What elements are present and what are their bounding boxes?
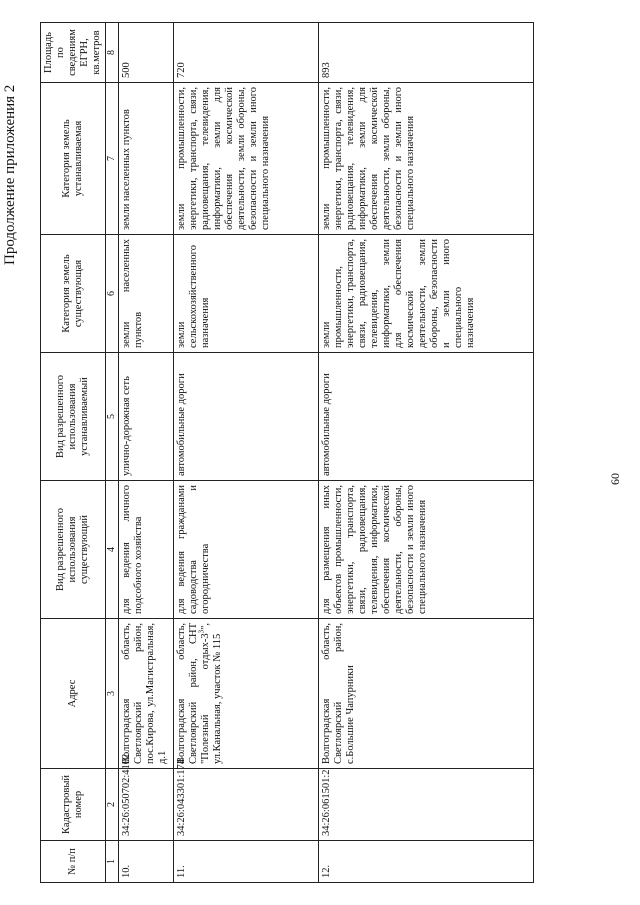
area: 500 — [119, 23, 174, 83]
category-existing: земли сельскохозяйственного назначения — [174, 235, 319, 353]
cadastral-number: 34:26:050702:4102 — [119, 769, 174, 841]
col-number: 7 — [106, 83, 119, 235]
page-number: 60 — [608, 473, 622, 485]
use-new: улично-дорожная сеть — [119, 353, 174, 481]
category-new: земли промышленности, энергетики, транспорта, связи, радиовещания, телевидения, информатики, земли для обеспечения космической деятельности, земли обороны, безопасности и земли иного специального назначения — [319, 83, 534, 235]
use-new: автомобильные дороги — [319, 353, 534, 481]
table-row — [119, 23, 174, 883]
address-superscript: 3 — [197, 629, 206, 634]
col-header-use-new: Вид разрешенного использования устанавливаемый — [41, 353, 106, 481]
col-number: 3 — [106, 619, 119, 769]
continuation-title: Продолжение приложения 2 — [2, 84, 18, 265]
table-row — [174, 23, 319, 883]
row-number: 11. — [174, 841, 319, 883]
use-existing: для размещения иных объектов промышленности, энергетики, транспорта, связи, радиовещания, телевидения, информатики, обеспечения космической деятельности, обороны, безопасности и земли иного специального назначения — [319, 481, 534, 619]
row-number: 10. — [119, 841, 174, 883]
address: Волгоградская область, Светлоярский район, пос.Кирова, ул.Магистральная, д.1 — [119, 619, 174, 769]
area: 720 — [174, 23, 319, 83]
category-new: земли промышленности, энергетики, транспорта, связи, радиовещания, телевидения, информатики, земли для обеспечения космической деятельности, земли обороны, безопасности и земли иного специального назначения — [174, 83, 319, 235]
category-new: земли населенных пунктов — [119, 83, 174, 235]
area: 893 — [319, 23, 534, 83]
col-number: 1 — [106, 841, 119, 883]
land-plots-table — [40, 22, 534, 883]
col-header-use-existing: Вид разрешенного использования существующий — [41, 481, 106, 619]
col-header-area: Площадь по сведениям ЕГРН, кв.метров — [41, 23, 106, 83]
col-number: 2 — [106, 769, 119, 841]
row-number: 12. — [319, 841, 534, 883]
column-number-row — [106, 23, 119, 883]
cadastral-number: 34:26:043301:174 — [174, 769, 319, 841]
use-existing: для ведения личного подсобного хозяйства — [119, 481, 174, 619]
cadastral-number: 34:26:061501:2 — [319, 769, 534, 841]
address-part: Волгоградская область, Светлоярский район, СНТ "Полезный отдых-3 — [176, 623, 211, 764]
col-header-cat-existing: Категория земель существующая — [41, 235, 106, 353]
use-existing: для ведения гражданами садоводства и огородничества — [174, 481, 319, 619]
use-new: автомобильные дороги — [174, 353, 319, 481]
col-header-address: Адрес — [41, 619, 106, 769]
category-existing: земли населенных пунктов — [119, 235, 174, 353]
address: Волгоградская область, Светлоярский район, с.Большие Чапурники — [319, 619, 534, 769]
col-header-cat-new: Категория земель устанавливаемая — [41, 83, 106, 235]
col-number: 5 — [106, 353, 119, 481]
col-number: 6 — [106, 235, 119, 353]
category-existing: земли промышленности, энергетики, транспорта, связи, радиовещания, телевидения, информатики, земли для обеспечения космической деятельности, земли обороны, безопасности и земли иного специального назначения — [319, 235, 534, 353]
col-header-num: № п/п — [41, 841, 106, 883]
address — [174, 619, 319, 769]
col-number: 8 — [106, 23, 119, 83]
col-header-cadastral: Кадастровый номер — [41, 769, 106, 841]
header-row — [41, 23, 106, 883]
table-row — [319, 23, 534, 883]
address-part: ", ул.Канальная, участок № 115 — [200, 623, 223, 764]
col-number: 4 — [106, 481, 119, 619]
